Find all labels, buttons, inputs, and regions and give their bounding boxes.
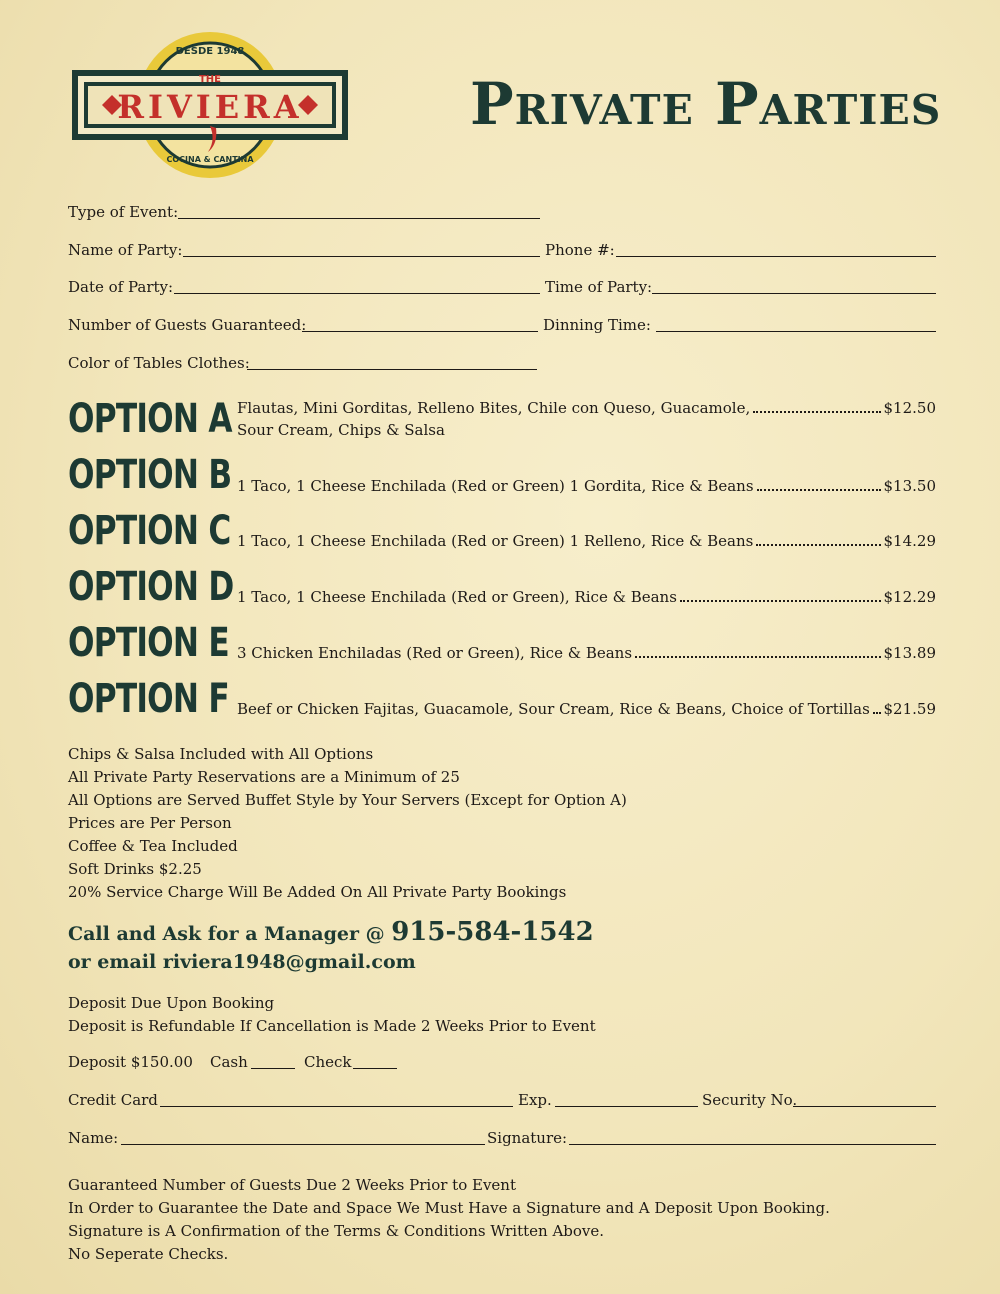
contact-call-text: Call and Ask for a Manager @ [68,923,385,945]
exp-field[interactable] [555,1106,698,1107]
option-e-label: OPTION E [68,620,229,666]
footer-item: Guaranteed Number of Guests Due 2 Weeks Prior to Event [68,1176,516,1194]
name-of-party-label: Name of Party: [68,241,183,259]
option-d-row [237,588,936,606]
option-f-price: $21.59 [883,700,936,718]
note-item: Prices are Per Person [68,814,232,832]
notes-list [68,743,627,904]
time-of-party-field[interactable] [652,293,936,294]
name-field[interactable] [121,1144,485,1145]
security-label: Security No. [702,1091,798,1109]
riviera-logo [70,30,350,180]
logo-the: THE [198,74,222,85]
option-a-price: $12.50 [883,399,936,417]
cash-label: Cash [210,1053,248,1071]
guests-field[interactable] [302,331,538,332]
table-clothes-field[interactable] [247,369,537,370]
option-f-desc: Beef or Chicken Fajitas, Guacamole, Sour Cream, Rice & Beans, Choice of Tortillas [237,700,870,718]
footer-item: In Order to Guarantee the Date and Space We Must Have a Signature and A Deposit Upon Booking. [68,1199,830,1217]
type-of-event-field[interactable] [178,218,540,219]
logo-bottom-arc: COCINA & CANTINA [166,155,254,164]
option-e-row [237,644,936,662]
option-a-desc-2: Sour Cream, Chips & Salsa [237,421,445,439]
option-f-label: OPTION F [68,676,229,722]
deposit-info [68,992,596,1038]
credit-card-field[interactable] [160,1106,513,1107]
signature-label: Signature: [487,1129,568,1147]
option-a-desc: Flautas, Mini Gorditas, Relleno Bites, Chile con Queso, Guacamole, [237,399,751,417]
phone-label: Phone #: [545,241,615,259]
footer-terms [68,1174,830,1266]
option-c-desc: 1 Taco, 1 Cheese Enchilada (Red or Green) 1 Relleno, Rice & Beans [237,532,754,550]
option-b-desc: 1 Taco, 1 Cheese Enchilada (Red or Green) 1 Gordita, Rice & Beans [237,477,754,495]
name-label: Name: [68,1129,119,1147]
logo-name: RIVIERA [117,88,303,126]
date-of-party-label: Date of Party: [68,278,174,296]
contact-block [68,918,594,976]
contact-phone[interactable]: 915-584-1542 [391,917,594,947]
note-item: All Private Party Reservations are a Minimum of 25 [68,768,460,786]
note-item: Soft Drinks $2.25 [68,860,202,878]
deposit-due: Deposit Due Upon Booking [68,994,275,1012]
option-b-price: $13.50 [883,477,936,495]
note-item: All Options are Served Buffet Style by Your Servers (Except for Option A) [68,791,627,809]
footer-item: No Seperate Checks. [68,1245,229,1263]
option-a-label: OPTION A [68,396,232,442]
credit-card-label: Credit Card [68,1091,158,1109]
date-of-party-field[interactable] [174,293,540,294]
option-b-row [237,477,936,495]
time-of-party-label: Time of Party: [545,278,653,296]
exp-label: Exp. [518,1091,552,1109]
deposit-refund: Deposit is Refundable If Cancellation is Made 2 Weeks Prior to Event [68,1017,596,1035]
check-label: Check [304,1053,352,1071]
option-c-label: OPTION C [68,508,231,554]
option-e-desc: 3 Chicken Enchiladas (Red or Green), Rice & Beans [237,644,633,662]
signature-field[interactable] [569,1144,936,1145]
note-item: Coffee & Tea Included [68,837,238,855]
dinning-time-field[interactable] [656,331,936,332]
table-clothes-label: Color of Tables Clothes: [68,354,250,372]
dinning-time-label: Dinning Time: [543,316,651,334]
option-f-row [237,700,936,718]
security-field[interactable] [793,1106,936,1107]
check-field[interactable] [353,1068,397,1069]
name-of-party-field[interactable] [183,256,540,257]
option-c-row [237,532,936,550]
option-e-price: $13.89 [883,644,936,662]
contact-email[interactable]: or email riviera1948@gmail.com [68,951,416,973]
note-item: Chips & Salsa Included with All Options [68,745,374,763]
option-d-label: OPTION D [68,564,234,610]
option-b-label: OPTION B [68,452,232,498]
type-of-event-label: Type of Event: [68,203,179,221]
option-d-price: $12.29 [883,588,936,606]
note-item: 20% Service Charge Will Be Added On All Private Party Bookings [68,883,567,901]
phone-field[interactable] [616,256,936,257]
option-c-price: $14.29 [883,532,936,550]
page-title: Private Parties [470,70,942,138]
cash-field[interactable] [251,1068,295,1069]
guests-label: Number of Guests Guaranteed: [68,316,307,334]
logo-top-arc: DESDE 1948 [175,46,245,57]
deposit-amount: Deposit $150.00 [68,1053,193,1071]
option-a-row [237,399,936,417]
footer-item: Signature is A Confirmation of the Terms & Conditions Written Above. [68,1222,605,1240]
option-d-desc: 1 Taco, 1 Cheese Enchilada (Red or Green), Rice & Beans [237,588,677,606]
